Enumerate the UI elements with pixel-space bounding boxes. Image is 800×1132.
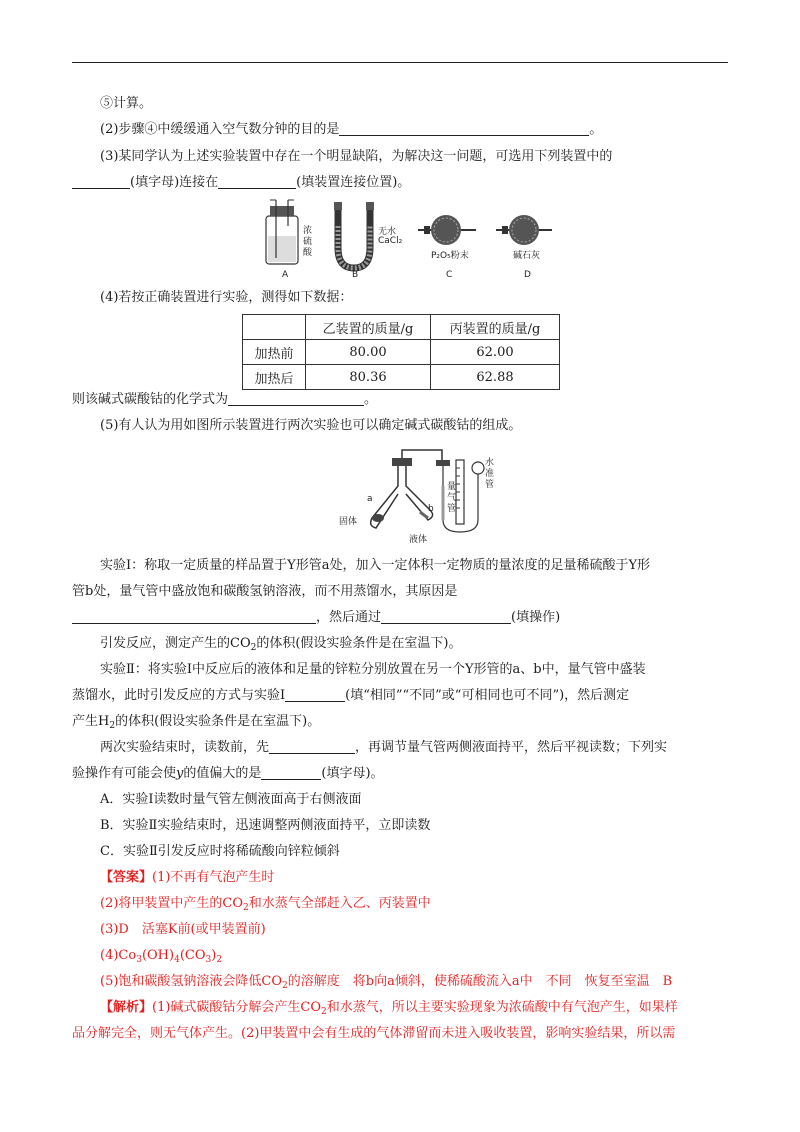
exp2-line-1: 实验Ⅱ：将实验Ⅰ中反应后的液体和足量的锌粒分别放置在另一个Y形管的a、b中，量气管中盛装 (100, 662, 646, 677)
reading-blank[interactable] (269, 739, 355, 754)
question-4: (4)若按正确装置进行实验，测得如下数据： (100, 290, 353, 305)
exp2-line-3: 产生$H_2$的体积(假设实验条件是在室温下)。 (72, 714, 321, 731)
mass-data-table (242, 314, 560, 390)
apparatus-c (418, 215, 476, 245)
y-tube-label-b: b (428, 504, 434, 514)
exp1-line-3: ，然后通过 (填操作) (72, 608, 560, 628)
liquid-label: 液体 (409, 535, 428, 545)
q3-blank-1[interactable] (72, 174, 130, 189)
table-header-cell: 乙装置的质量/g (306, 315, 431, 340)
header-rule (72, 62, 728, 63)
solid-label: 固体 (339, 517, 358, 527)
table-row (243, 365, 560, 390)
q2-text: (2)步骤④中缓缓通入空气数分钟的目的是 (100, 122, 340, 137)
option-b: B．实验Ⅱ实验结束时，迅速调整两侧液面持平，立即读数 (100, 818, 431, 833)
water-tube-label: 水 准 管 (485, 458, 495, 490)
exp1-line-4: 引发反应，测定产生的$CO_2$的体积(假设实验条件是在室温下)。 (100, 636, 462, 653)
choice-blank[interactable] (261, 765, 321, 780)
answer-line-5: (5)饱和碳酸氢钠溶液会降低$CO_2$的溶解度 将b向a倾斜，使稀硫酸流入a中 不同 恢复至室温 B (100, 974, 673, 991)
table-row (243, 340, 560, 365)
answer-label: 【答案】 (100, 870, 153, 885)
apparatus-d-text: 碱石灰 (513, 251, 541, 261)
apparatus-d-label: D (524, 270, 531, 280)
table-header-cell: 丙装置的质量/g (431, 315, 560, 340)
table-cell: 加热后 (243, 365, 306, 390)
reading-line-1: 两次实验结束时，读数前，先 ，再调节量气管两侧液面持平，然后平视读数；下列实 (100, 740, 668, 755)
apparatus-b-label: B (352, 270, 359, 280)
analysis-line-1: 【解析】(1)碱式碳酸钴分解会产生$CO_2$和水蒸气，所以主要实验现象为浓硫酸中有气泡产生，如果样 (100, 1000, 678, 1017)
apparatus-b (334, 202, 374, 268)
y-tube-label-a: a (367, 494, 373, 504)
option-c: C．实验Ⅱ引发反应时将稀硫酸向锌粒倾斜 (100, 844, 340, 859)
step-5-line: ⑤计算。 (100, 96, 153, 111)
table-cell: 80.00 (306, 340, 431, 365)
formula-question: 则该碱式碳酸钴的化学式为 。 (72, 392, 378, 407)
apparatus-c-label: C (446, 270, 453, 280)
answer-line-3: (3)D 活塞K前(或甲装置前) (100, 922, 266, 937)
exp1-blank-1[interactable] (72, 609, 316, 624)
table-cell: 62.00 (431, 340, 560, 365)
exp1-line-2: 管b处，量气管中盛放饱和碳酸氢钠溶液，而不用蒸馏水，其原因是 (72, 584, 458, 599)
table-cell: 80.36 (306, 365, 431, 390)
question-3-cont: (填字母)连接在 (填装置连接位置)。 (72, 173, 410, 193)
apparatus-c-text: P₂O₅粉末 (431, 251, 469, 261)
apparatus-d (496, 215, 552, 245)
exp1-blank-2[interactable] (381, 609, 511, 624)
exp1-line-1: 实验Ⅰ：称取一定质量的样品置于Y形管a处，加入一定体积一定物质的量浓度的足量稀硫酸于Y形 (100, 558, 651, 573)
formula-blank[interactable] (228, 391, 364, 406)
table-header-row (243, 315, 560, 340)
apparatus-b-text-1: 无水 (378, 227, 397, 237)
analysis-line-2: 品分解完全，则无气体产生。(2)甲装置中会有生成的气体滞留而未进入吸收装置，影响实验结果，所以需 (72, 1026, 676, 1041)
answer-line-4: $(4)Co_3(OH)_4(CO_3)_2$ (100, 948, 223, 965)
table-cell: 加热前 (243, 340, 306, 365)
apparatus-a (266, 200, 298, 264)
question-3: (3)某同学认为上述实验装置中存在一个明显缺陷，为解决这一问题，可选用下列装置中的 (100, 149, 613, 164)
answer-line-2: (2)将甲装置中产生的$CO_2$和水蒸气全部赶入乙、丙装置中 (100, 896, 431, 913)
table-header-cell (243, 315, 306, 340)
table-cell: 62.88 (431, 365, 560, 390)
exp2-line-2: 蒸馏水，此时引发反应的方式与实验Ⅰ (填“相同”“不同”或“可相同也可不同”)，然后测定 (72, 688, 630, 703)
answer-line-1: 【答案】(1)不再有气泡产生时 (100, 870, 275, 885)
reading-line-2: 验操作有可能会使y的值偏大的是 (填字母)。 (72, 766, 384, 781)
question-5: (5)有人认为用如图所示装置进行两次实验也可以确定碱式碳酸钴的组成。 (100, 418, 522, 433)
exp2-blank[interactable] (285, 687, 345, 702)
q2-blank[interactable] (339, 121, 589, 136)
analysis-label: 【解析】 (100, 1000, 153, 1015)
apparatus-a-text: 浓 硫 酸 (303, 226, 313, 258)
option-a: A．实验Ⅰ读数时量气管左侧液面高于右侧液面 (100, 792, 362, 807)
apparatus-a-label: A (282, 270, 289, 280)
gas-gauge-label: 量 气 管 (447, 482, 457, 514)
y-tube-figure (332, 446, 502, 542)
apparatus-b-text-2: CaCl₂ (378, 236, 403, 246)
q3-blank-2[interactable] (218, 174, 296, 189)
question-2: (2)步骤④中缓缓通入空气数分钟的目的是 。 (100, 122, 603, 137)
